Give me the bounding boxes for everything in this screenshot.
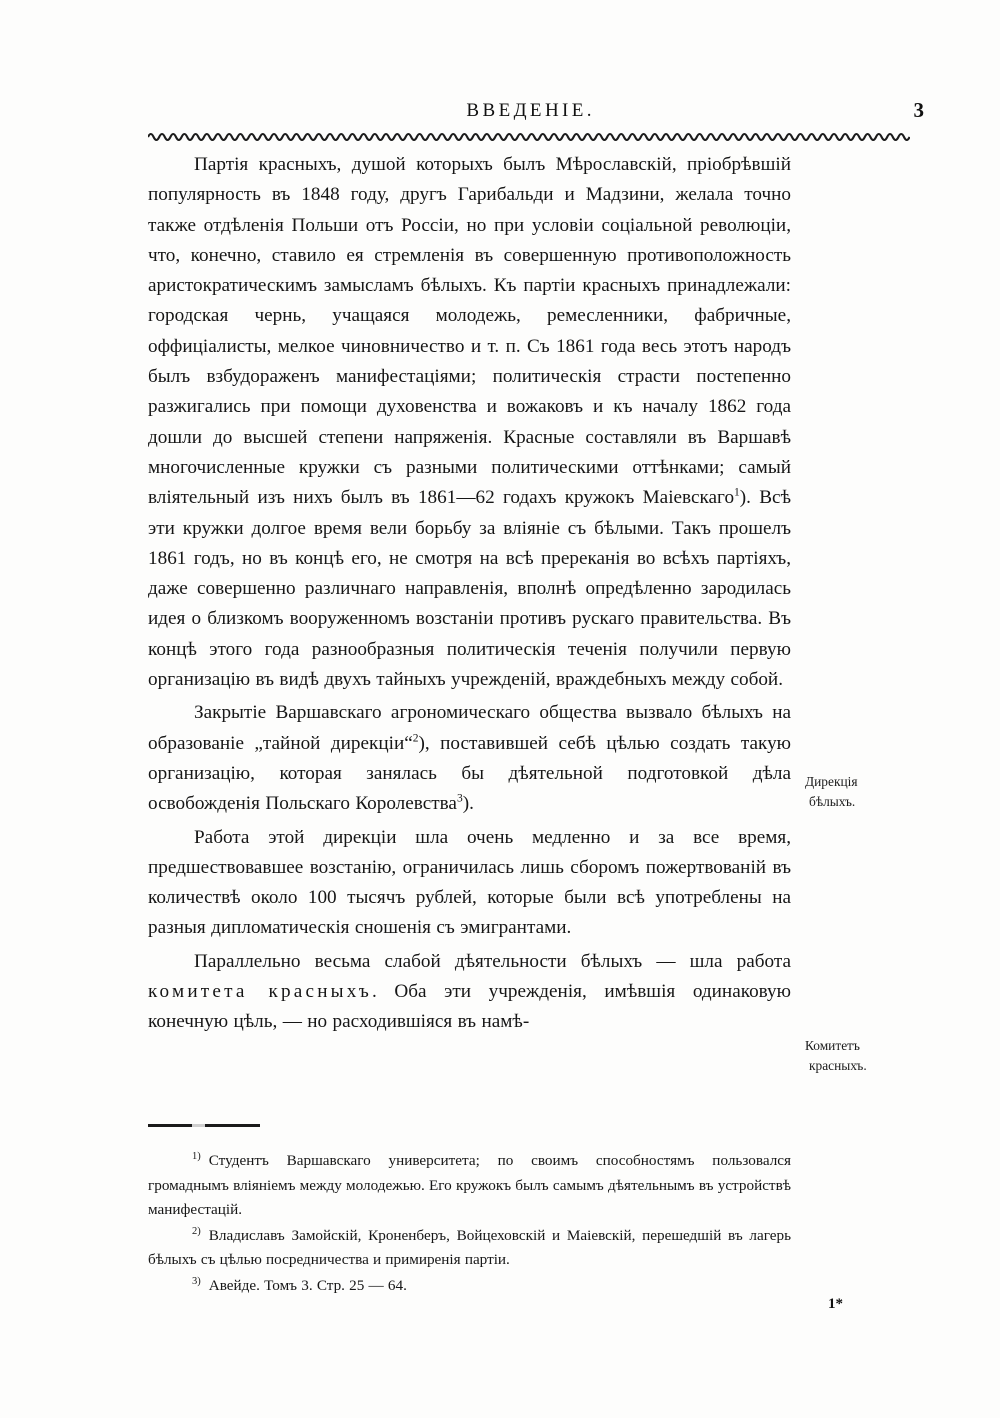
paragraph-2 bbox=[148, 698, 791, 819]
footnote-ref-2[interactable]: 2 bbox=[412, 732, 419, 745]
signature-mark: 1* bbox=[828, 1296, 843, 1312]
paragraph-3: Работа этой дирекціи шла очень медленно и за все время, предшествовавшее возстанію, ограничилась лишь сборомъ пожертвованій въ количествѣ около 100 тысячъ рублей, которые были всѣ употреблены на разныя дипломатическія сношенія съ эмигрантами. bbox=[148, 826, 791, 939]
footnote-1-marker: 1) bbox=[192, 1150, 201, 1162]
footnote-2 bbox=[148, 1224, 791, 1273]
footnote-3 bbox=[148, 1274, 791, 1299]
marginal-note-direction-line1: Дирекція bbox=[805, 774, 858, 789]
main-text-column bbox=[148, 150, 791, 1041]
paragraph-2-text-c: ). bbox=[462, 793, 474, 815]
marginal-note-committee bbox=[805, 1036, 955, 1076]
marginal-note-committee-line1: Комитетъ bbox=[805, 1038, 860, 1053]
paragraph-4-emphasis: комитета красныхъ bbox=[148, 981, 372, 1003]
paragraph-4-text-a: Параллельно весьма слабой дѣятельности бѣлыхъ — шла работа bbox=[194, 950, 791, 972]
footnote-2-marker: 2) bbox=[192, 1225, 201, 1237]
paragraph-4-text-b: . Оба эти учрежденія, имѣвшія одинаковую конечную цѣль, — но расходившіяся въ намѣ- bbox=[148, 981, 791, 1033]
running-head-title: ВВЕДЕНІЕ. bbox=[466, 100, 595, 121]
footnote-ref-1[interactable]: 1 bbox=[734, 486, 740, 499]
footnote-2-text: Владиславъ Замойскій, Кроненберъ, Войцеховскій и Маіевскій, перешедшій въ лагерь бѣлыхъ съ цѣлью посредничества и примиренія партіи. bbox=[148, 1226, 791, 1269]
footnotes-section bbox=[148, 1124, 791, 1300]
footnote-ref-3[interactable]: 3 bbox=[456, 792, 463, 805]
paragraph-4 bbox=[148, 947, 791, 1038]
marginal-note-direction-line2: бѣлыхъ. bbox=[809, 794, 856, 809]
footnote-separator-rule bbox=[148, 1124, 260, 1127]
paragraph-2-text-a: Закрытіе Варшавскаго агрономическаго общества вызвало бѣлыхъ на образованіе „тайной дирекціи“ bbox=[148, 702, 791, 754]
page-number: 3 bbox=[913, 98, 924, 122]
paragraph-2-text-b: ), поставившей себѣ цѣлью создать такую организацію, которая занялась бы дѣятельной подготовкой дѣла освобожденія Польскаго Королевства bbox=[148, 732, 791, 815]
paragraph-1-text: Партія красныхъ, душой которыхъ былъ Мѣрославскій, пріобрѣвшій популярность въ 1848 году, другъ Гарибальди и Мадзини, желала точно также отдѣленія Польши отъ Россіи, но при условіи соціальной революціи, что, конечно, ставило ея стремленія въ совершенную противоположность аристократическимъ замысламъ бѣлыхъ. Къ партіи красныхъ принадлежали: городская чернь, учащаяся молодежь, ремесленники, фабричные, оффиціалисты, мелкое чиновничество и т. п. Съ 1861 года весь этотъ народъ былъ взбудораженъ манифестаціями; политическія страсти постепенно разжигались при помощи духовенства и вожаковъ и къ началу 1862 года дошли до высшей степени напряженія. Красные составляли въ Варшавѣ многочисленные кружки съ разными политическими оттѣнками; самый вліятельный изъ нихъ былъ въ 1861—62 годахъ кружокъ Маіевскаго bbox=[148, 154, 791, 509]
paragraph-1 bbox=[148, 150, 791, 695]
footnote-3-text: Авейде. Томъ 3. Стр. 25 — 64. bbox=[208, 1276, 407, 1294]
marginal-note-committee-line2: красныхъ. bbox=[809, 1058, 867, 1073]
wavy-divider-rule bbox=[148, 128, 910, 142]
footnote-1 bbox=[148, 1149, 791, 1223]
page-header bbox=[148, 98, 924, 146]
marginal-note-direction bbox=[805, 772, 955, 812]
footnote-1-text: Студентъ Варшавскаго университета; по своимъ способностямъ пользовался громаднымъ вліяніемъ между молодежью. Его кружокъ былъ самымъ дѣятельнымъ въ устройствѣ манифестацій. bbox=[148, 1152, 791, 1219]
paragraph-1-text-cont: ). Всѣ эти кружки долгое время вели борьбу за вліяніе съ бѣлыми. Такъ прошелъ 1861 годъ, но въ концѣ его, не смотря на всѣ пререканія во всѣхъ партіяхъ, даже совершенно различнаго направленія, вполнѣ опредѣленно зародилась идея о близкомъ вооруженномъ возстаніи противъ рускаго правительства. Въ концѣ этого года разнообразныя политическія теченія получили первую организацію въ видѣ двухъ тайныхъ учрежденій, враждебныхъ между собой. bbox=[148, 487, 791, 691]
footnote-3-marker: 3) bbox=[192, 1275, 201, 1287]
